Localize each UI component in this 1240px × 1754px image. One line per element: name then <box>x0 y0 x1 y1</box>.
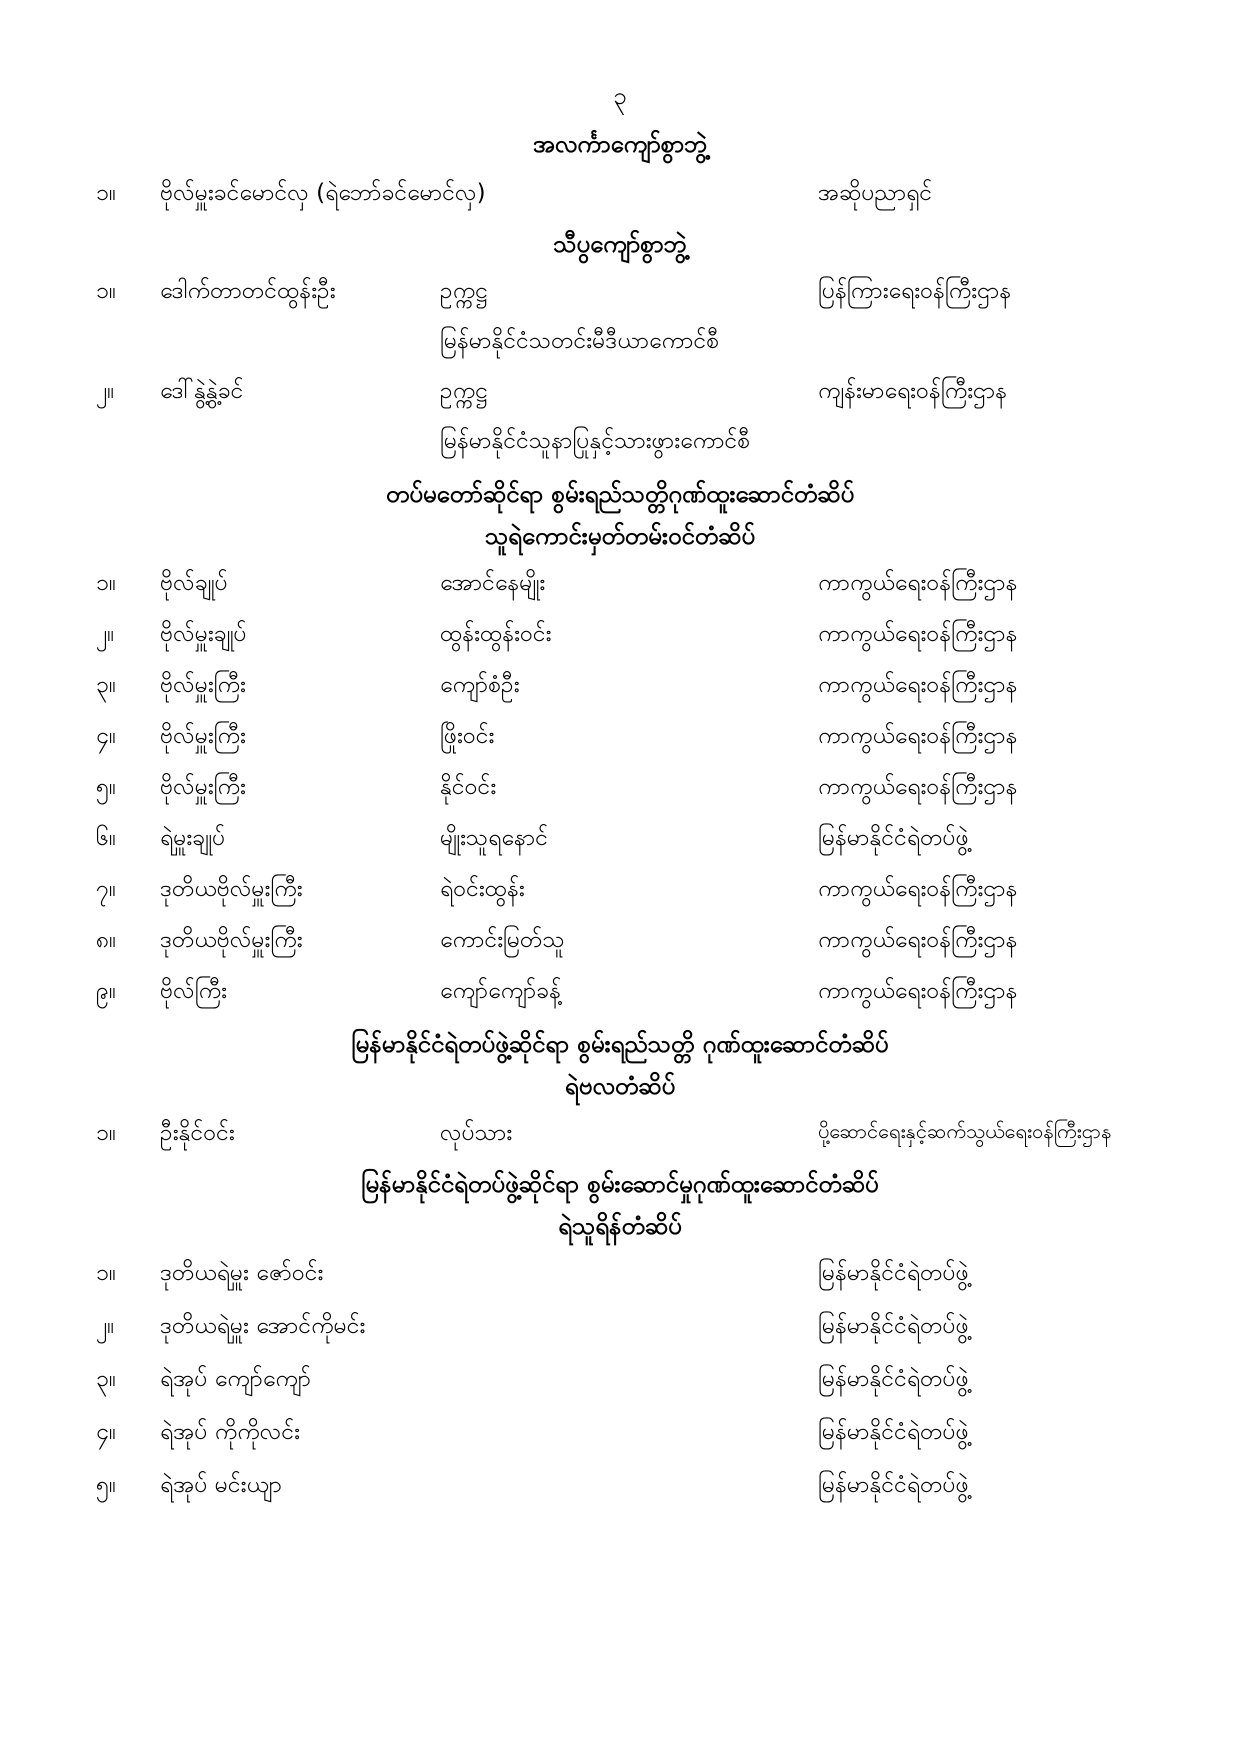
item-number: ၅။ <box>96 1472 116 1498</box>
list-item <box>0 925 1240 965</box>
list-item-extra <box>0 326 1240 366</box>
item-name: ရဲအုပ် ကျော်ကျော် <box>160 1366 311 1392</box>
item-organization: ကာကွယ်ရေးဝန်ကြီးဌာန <box>818 927 1018 953</box>
item-organization: ကာကွယ်ရေးဝန်ကြီးဌာန <box>818 978 1018 1004</box>
item-name: ဒုတိယရဲမှူး ဇော်ဝင်း <box>160 1260 324 1286</box>
section-subheading: သူရဲကောင်းမှတ်တမ်းဝင်တံဆိပ် <box>484 522 756 550</box>
list-item <box>0 619 1240 659</box>
list-item <box>0 276 1240 316</box>
item-organization: ကာကွယ်ရေးဝန်ကြီးဌာန <box>818 621 1018 647</box>
list-item <box>0 874 1240 914</box>
section-subheading: ရဲသူရိန်တံဆိပ် <box>558 1212 682 1240</box>
item-number: ၂။ <box>96 1313 115 1339</box>
section-heading: သီပွကျော်စွာဘွဲ့ <box>553 230 687 258</box>
section-heading: မြန်မာနိုင်ငံရဲတပ်ဖွဲ့ဆိုင်ရာ စွမ်းဆောင်မှုဂုဏ်ထူးဆောင်တံဆိပ် <box>361 1170 879 1198</box>
item-rank: ဗိုလ်မှူးကြီး <box>160 672 246 698</box>
section-heading: မြန်မာနိုင်ငံရဲတပ်ဖွဲ့ဆိုင်ရာ စွမ်းရည်သတ္တိ ဂုဏ်ထူးဆောင်တံဆိပ် <box>351 1030 889 1058</box>
item-number: ၁။ <box>96 1260 116 1286</box>
item-name: ကျော်ကျော်ခန့် <box>440 978 562 1004</box>
item-number: ၇။ <box>96 876 116 902</box>
item-title: လုပ်သား <box>440 1120 513 1146</box>
item-name: ဖြိုးဝင်း <box>440 723 495 749</box>
item-organization: ကာကွယ်ရေးဝန်ကြီးဌာန <box>818 876 1018 902</box>
item-name: ဦးနိုင်ဝင်း <box>160 1120 235 1146</box>
item-number: ၉။ <box>96 978 116 1004</box>
list-item <box>0 1364 1240 1404</box>
list-item <box>0 1118 1240 1158</box>
item-number: ၅။ <box>96 774 116 800</box>
item-organization: မြန်မာနိုင်ငံရဲတပ်ဖွဲ့ <box>818 1419 969 1445</box>
item-organization: ကာကွယ်ရေးဝန်ကြီးဌာန <box>818 723 1018 749</box>
item-rank: ဗိုလ်ချုပ် <box>160 570 228 596</box>
item-number: ၁။ <box>96 278 116 304</box>
item-organization: ကာကွယ်ရေးဝန်ကြီးဌာန <box>818 672 1018 698</box>
item-number: ၂။ <box>96 621 115 647</box>
item-rank: ဗိုလ်မှူးချုပ် <box>160 621 247 647</box>
item-name: မျိုးသူရနောင် <box>440 825 548 851</box>
item-name: ကောင်းမြတ်သူ <box>440 927 565 953</box>
item-title: ဥက္ကဋ္ဌ <box>440 278 488 304</box>
list-item <box>0 823 1240 863</box>
list-item <box>0 1470 1240 1510</box>
item-organization: ကာကွယ်ရေးဝန်ကြီးဌာန <box>818 570 1018 596</box>
item-extra: မြန်မာနိုင်ငံသတင်းမီဒီယာကောင်စီ <box>440 328 720 354</box>
list-item <box>0 1258 1240 1298</box>
list-item <box>0 772 1240 812</box>
item-name: ဒေါက်တာတင်ထွန်းဦး <box>160 278 336 304</box>
list-item <box>0 1311 1240 1351</box>
item-number: ၄။ <box>96 1419 116 1445</box>
item-number: ၁။ <box>96 1120 116 1146</box>
item-name: ရဲအုပ် မင်းယျာ <box>160 1472 282 1498</box>
item-name: ဗိုလ်မှူးခင်မောင်လှ (ရဲဘော်ခင်မောင်လှ) <box>160 180 486 206</box>
item-number: ၂။ <box>96 378 115 404</box>
item-organization: ပြန်ကြားရေးဝန်ကြီးဌာန <box>818 278 1012 304</box>
item-rank: ဒုတိယဗိုလ်မှူးကြီး <box>160 927 303 953</box>
item-organization: ပို့ဆောင်ရေးနှင့်ဆက်သွယ်ရေးဝန်ကြီးဌာန <box>818 1119 1112 1143</box>
item-name: နိုင်ဝင်း <box>440 774 497 800</box>
item-extra: မြန်မာနိုင်ငံသူနာပြုနှင့်သားဖွားကောင်စီ <box>440 428 751 454</box>
item-organization: မြန်မာနိုင်ငံရဲတပ်ဖွဲ့ <box>818 1260 969 1286</box>
item-name: အောင်နေမျိုး <box>440 570 546 596</box>
item-number: ၁။ <box>96 180 116 206</box>
list-item-extra <box>0 426 1240 466</box>
item-organization: မြန်မာနိုင်ငံရဲတပ်ဖွဲ့ <box>818 1366 969 1392</box>
section-heading: တပ်မတော်ဆိုင်ရာ စွမ်းရည်သတ္တိဂုဏ်ထူးဆောင်တံဆိပ် <box>385 480 855 508</box>
item-rank: ဒုတိယဗိုလ်မှူးကြီး <box>160 876 303 902</box>
item-number: ၈။ <box>96 927 117 953</box>
item-rank: ရဲမှူးချုပ် <box>160 825 226 851</box>
item-name: ဒေါ်နွဲ့နွဲ့ခင် <box>160 378 244 404</box>
item-number: ၄။ <box>96 723 116 749</box>
list-item <box>0 976 1240 1016</box>
item-name: ရဲဝင်းထွန်း <box>440 876 525 902</box>
list-item <box>0 178 1240 218</box>
item-name: ထွန်းထွန်းဝင်း <box>440 621 552 647</box>
list-item <box>0 376 1240 416</box>
item-organization: မြန်မာနိုင်ငံရဲတပ်ဖွဲ့ <box>818 1472 969 1498</box>
item-name: ဒုတိယရဲမှူး အောင်ကိုမင်း <box>160 1313 366 1339</box>
item-title: ဥက္ကဋ္ဌ <box>440 378 488 404</box>
section-heading: အလင်္ကာကျော်စွာဘွဲ့ <box>532 130 708 158</box>
section-subheading: ရဲဗလတံဆိပ် <box>564 1072 676 1100</box>
item-name: ရဲအုပ် ကိုကိုလင်း <box>160 1419 300 1445</box>
item-rank: ဗိုလ်ကြီး <box>160 978 227 1004</box>
item-rank: ဗိုလ်မှူးကြီး <box>160 774 246 800</box>
item-number: ၃။ <box>96 672 116 698</box>
list-item <box>0 670 1240 710</box>
item-number: ၃။ <box>96 1366 116 1392</box>
list-item <box>0 721 1240 761</box>
item-number: ၁။ <box>96 570 116 596</box>
item-organization: ကျန်းမာရေးဝန်ကြီးဌာန <box>818 378 1008 404</box>
item-organization: အဆိုပညာရှင် <box>818 180 933 206</box>
item-rank: ဗိုလ်မှူးကြီး <box>160 723 246 749</box>
item-name: ကျော်စံဦး <box>440 672 520 698</box>
list-item <box>0 568 1240 608</box>
item-organization: မြန်မာနိုင်ငံရဲတပ်ဖွဲ့ <box>818 825 969 851</box>
item-organization: ကာကွယ်ရေးဝန်ကြီးဌာန <box>818 774 1018 800</box>
item-number: ၆။ <box>96 825 116 851</box>
list-item <box>0 1417 1240 1457</box>
page-number: ၃ <box>613 82 627 110</box>
item-organization: မြန်မာနိုင်ငံရဲတပ်ဖွဲ့ <box>818 1313 969 1339</box>
